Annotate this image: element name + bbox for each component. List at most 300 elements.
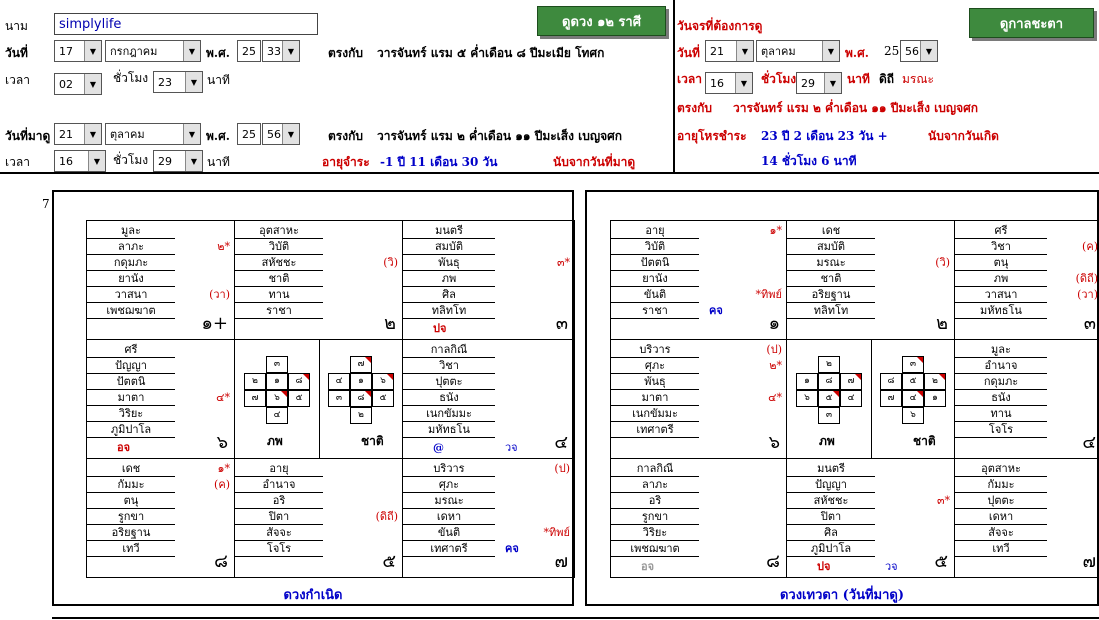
chati-digit-value: ๕ [379,393,387,403]
house-row-label: วิบัติ [235,239,323,255]
chati-digit [350,390,372,407]
marker-icon [281,391,287,397]
planet-tag: ปจ [817,560,831,573]
planet-tag: @ [433,441,444,454]
right-age-note: นับจากวันเกิด [928,129,999,143]
house-number: ๓ [1083,313,1096,334]
view-12-houses-button[interactable]: ดูดวง ๑๒ ราศี [537,6,666,36]
house-number: ๑+ [201,313,228,334]
house-row-label: เทศาตรี [611,422,699,438]
birth-min-select[interactable] [153,71,203,93]
birth-match-label: ตรงกับ [328,46,363,60]
planet-tag: วจ [505,441,518,454]
right-hour-label: ชั่วโมง [761,72,797,86]
house-row-label: ภพ [955,271,1047,287]
bhop-digit [266,390,288,407]
min-label: นาที [207,73,230,87]
marker-icon [917,391,923,397]
house-row-label: กัมมะ [955,477,1047,493]
visit-day-select[interactable] [54,123,102,145]
right-year-a[interactable]: 25 [884,44,900,58]
bhop-digit-value: ๓ [273,359,281,369]
house-row-mark: (วิ) [935,256,950,269]
chati-digit-value: ๘ [357,393,365,403]
marker-icon [917,357,923,363]
bhop-digit-value: ๔ [273,410,281,420]
chati-label: ชาติ [361,434,384,448]
name-input[interactable] [54,13,318,35]
birth-day-value: 17 [59,44,73,58]
bhop-digit [818,373,840,390]
house-row-label: รูกขา [87,509,175,525]
house-row-label: ปุตตะ [955,493,1047,509]
house-row-label: บริวาร [403,461,495,477]
house-row-label: ยานัง [87,271,175,287]
house-row-label: เพชฌฆาต [611,541,699,557]
right-match-label: ตรงกับ [677,101,712,115]
house-row-label: ตนุ [87,493,175,509]
chevron-down-icon: ▼ [736,41,753,61]
house-row-label: บริวาร [611,342,699,358]
house-number: ๔ [1082,432,1096,453]
birth-day-label: วันที่ [5,46,28,60]
house-number: ๖ [216,432,228,453]
birth-center-cell [234,339,403,459]
house-row-label: กดุมภะ [87,255,175,271]
chevron-down-icon: ▼ [920,41,937,61]
bhop-digit-value: ๘ [825,376,833,386]
house-row-label: มรณะ [787,255,875,271]
bhop-digit [288,373,310,390]
chati-label: ชาติ [913,434,936,448]
bhop-digit [288,390,310,407]
visit-day-value: 21 [59,127,73,141]
marker-icon [939,374,945,380]
chevron-down-icon: ▼ [735,73,752,93]
birth-house-5 [234,458,403,578]
birth-year-b-select[interactable] [262,40,300,62]
chati-digit [902,373,924,390]
chati-digit [372,373,394,390]
birth-house-8 [86,458,235,578]
house-row-label: อายุ [611,223,699,239]
dithi-label: ดิถี [879,72,895,86]
visit-time-label: เวลา [5,155,30,169]
house-row-label: ศุภะ [611,358,699,374]
right-day-select[interactable] [705,40,754,62]
house-row-label: อำนาจ [235,477,323,493]
marker-icon [365,391,371,397]
house-row-label: ศรี [955,223,1047,239]
house-row-label: ทลิทโท [787,303,875,319]
house-row-label: ยานัง [611,271,699,287]
bhop-digit [244,373,266,390]
birth-house-2 [234,220,403,340]
vertical-divider [673,0,675,173]
house-row-label: มูละ [955,342,1047,358]
house-row-label: เดช [87,461,175,477]
house-row-mark: ๔* [216,391,230,404]
deva-house-2 [786,220,955,340]
birth-house-4 [402,339,575,459]
house-row-label: เนกขัมมะ [611,406,699,422]
name-label: นาม [5,19,28,33]
house-row-label: วาสนา [955,287,1047,303]
bhop-digit [818,356,840,373]
house-number: ๓ [555,313,568,334]
right-year-b-select[interactable] [900,40,938,62]
house-number: ๒ [384,313,396,334]
right-day-value: 21 [710,44,724,58]
marker-icon [365,357,371,363]
house-row-label: ศิล [403,287,495,303]
house-row-label: ทลิทโท [403,303,495,319]
deva-chart-caption: ดวงเทวดา (วันที่มาดู) [779,588,905,603]
house-row-label: วิชา [403,358,495,374]
house-row-mark: *ทิพย์ [755,288,782,301]
planet-tag: อจ [117,441,131,454]
visit-day-label: วันที่มาดู [5,129,51,143]
house-row-mark: (วา) [1077,288,1098,301]
deva-house-5 [786,458,955,578]
house-row-mark: ๓* [936,494,950,507]
bhop-digit [818,407,840,424]
bhop-digit-value: ๗ [251,393,259,403]
house-number: ๑ [768,313,780,334]
right-min-value: 29 [801,76,815,90]
house-row-label: ศรี [87,342,175,358]
house-row-label: สหัชชะ [787,493,875,509]
chati-digit-value: ๓ [335,393,343,403]
house-row-label: กัมมะ [87,477,175,493]
birth-year-a-value: 25 [242,44,256,58]
house-row-mark: ๑* [769,224,782,237]
house-row-label: มหัทธโน [403,422,495,438]
right-age-line1: 23 ปี 2 เดือน 23 วัน + [761,129,888,143]
right-min-label: นาที [847,72,870,86]
be-label: พ.ศ. [206,129,230,143]
chevron-down-icon: ▼ [84,74,101,94]
right-match-text: วารจันทร์ แรม ๒ ค่ำเดือน ๑๑ ปีมะเส็ง เบญจศก [733,101,978,115]
bhop-digit [818,390,840,407]
house-number: ๗ [554,551,568,572]
house-number: ๒ [936,313,948,334]
chati-digit-value: ๗ [357,359,365,369]
be-label: พ.ศ. [206,46,230,60]
house-row-label: โจโร [235,541,323,557]
house-row-label: วาสนา [87,287,175,303]
bhop-digit [266,373,288,390]
house-row-label: เพชฌฆาต [87,303,175,319]
birth-house-1 [86,220,235,340]
house-row-label: ราชา [235,303,323,319]
right-hour-select[interactable] [705,72,753,94]
house-number: ๖ [768,432,780,453]
planet-tag: คจ [709,304,723,317]
chevron-down-icon: ▼ [183,124,200,144]
deva-house-1 [610,220,787,340]
right-be-label: พ.ศ. [845,46,869,60]
visit-min-value: 29 [158,154,172,168]
house-row-label: อายุ [235,461,323,477]
house-row-label: ภูมิปาโล [787,541,875,557]
deva-house-8 [610,458,787,578]
chevron-down-icon: ▼ [282,124,299,144]
chati-digit [902,407,924,424]
house-row-label: เทศาตรี [403,541,495,557]
house-row-mark: ๑* [217,462,230,475]
right-day-label: วันที่ [677,46,700,60]
house-row-label: วิริยะ [87,406,175,422]
house-row-label: ธนัง [403,390,495,406]
visit-year-b-value: 56 [267,127,281,141]
chevron-down-icon: ▼ [84,41,101,61]
bhop-digit-value: ๑ [274,376,280,386]
marker-icon [855,374,861,380]
house-row-label: ขันติ [611,287,699,303]
house-row-label: วิบัติ [611,239,699,255]
right-month-value: ตุลาคม [761,45,796,58]
chati-digit [902,356,924,373]
visit-month-value: ตุลาคม [110,128,145,141]
house-row-mark: (ป) [554,462,570,475]
chati-digit [328,390,350,407]
house-row-label: สัจจะ [235,525,323,541]
house-row-label: สหัชชะ [235,255,323,271]
house-row-label: ภพ [403,271,495,287]
chati-digit-value: ๒ [932,376,938,386]
chati-digit [350,373,372,390]
house-row-label: ทาน [955,406,1047,422]
visit-hour-select[interactable] [54,150,106,172]
house-row-label: พันธุ [611,374,699,390]
house-row-label: ชาติ [787,271,875,287]
bhop-label: ภพ [267,434,283,448]
chati-digit [880,373,902,390]
chati-digit [880,390,902,407]
birth-house-6 [86,339,235,459]
house-number: ๕ [382,551,396,572]
marker-icon [303,374,309,380]
right-age-line2: 14 ชั่วโมง 6 นาที [761,154,857,168]
right-month-select[interactable] [756,40,840,62]
chati-digit [902,390,924,407]
house-row-label: เดช [787,223,875,239]
visit-match-label: ตรงกับ [328,129,363,143]
house-number: ๗ [1082,551,1096,572]
house-row-label: มูละ [87,223,175,239]
house-row-label: มหัทธโน [955,303,1047,319]
house-row-label: ปัญญา [87,358,175,374]
chati-digit [372,390,394,407]
right-time-label: เวลา [677,72,702,86]
house-row-mark: (ค) [1082,240,1098,253]
house-row-label: อริยฐาน [87,525,175,541]
house-row-mark: ๔* [768,391,782,404]
chati-digit [350,356,372,373]
visit-hour-value: 16 [59,154,73,168]
house-row-label: วิริยะ [611,525,699,541]
deva-house-4 [954,339,1099,459]
right-min-select[interactable] [796,72,842,94]
house-row-label: เดหา [403,509,495,525]
house-row-mark: (วิ) [383,256,398,269]
chati-digit-value: ๑ [932,393,938,403]
birth-day-select[interactable] [54,40,102,62]
bhop-digit-value: ๒ [826,359,832,369]
hour-label: ชั่วโมง [113,71,149,85]
deva-house-7 [954,458,1099,578]
house-row-mark: ๒* [217,240,230,253]
house-row-label: ปัตตนิ [611,255,699,271]
birth-chart-caption: ดวงกำเนิด [283,588,343,603]
bhop-digit-value: ๔ [847,393,855,403]
house-row-label: อำนาจ [955,358,1047,374]
house-row-mark: (วา) [209,288,230,301]
bhop-digit-value: ๕ [825,393,833,403]
house-number: ๘ [214,551,228,572]
chati-digit-value: ๓ [909,359,917,369]
house-row-mark: *ทิพย์ [543,526,570,539]
chati-digit-value: ๖ [910,410,916,420]
house-row-label: กาลกิณี [611,461,699,477]
house-row-label: ปัญญา [787,477,875,493]
house-row-label: อริยฐาน [787,287,875,303]
planet-tag: วจ [885,560,898,573]
house-row-label: ชาติ [235,271,323,287]
chevron-down-icon: ▼ [185,151,202,171]
bhop-digit-value: ๒ [252,376,258,386]
house-row-label: ปุตตะ [403,374,495,390]
planet-tag: ปจ [433,322,447,335]
house-row-label: โจโร [955,422,1047,438]
chati-digit-value: ๗ [887,393,895,403]
house-row-label: ทาน [235,287,323,303]
chati-digit-value: ๒ [358,410,364,420]
house-row-mark: ๒* [769,359,782,372]
house-row-label: ขันติ [403,525,495,541]
house-row-label: ธนัง [955,390,1047,406]
house-row-label: เนกขัมมะ [403,406,495,422]
house-row-label: ตนุ [955,255,1047,271]
planet-tag: อจ [641,560,655,573]
house-row-label: เทวี [955,541,1047,557]
house-row-label: อริ [235,493,323,509]
birth-year-b-value: 33 [267,44,281,58]
house-row-label: มาตา [611,390,699,406]
deva-center-cell [786,339,955,459]
visit-year-b-select[interactable] [262,123,300,145]
min-label: นาที [207,155,230,169]
chati-digit [350,407,372,424]
house-row-label: กาลกิณี [403,342,495,358]
bhop-digit-value: ๘ [295,376,303,386]
visit-min-select[interactable] [153,150,203,172]
center-divider [871,340,872,458]
chevron-down-icon: ▼ [88,151,105,171]
birth-house-7 [402,458,575,578]
chevron-down-icon: ▼ [84,124,101,144]
right-title: วันจรที่ต้องการดู [677,19,763,33]
house-row-label: พันธุ [403,255,495,271]
bhop-digit-value: ๓ [825,410,833,420]
house-row-label: อุตสาหะ [235,223,323,239]
right-year-b-value: 56 [905,44,919,58]
birth-time-label: เวลา [5,73,30,87]
chati-digit-value: ๔ [909,393,917,403]
bhop-digit [244,390,266,407]
visit-year-a-field[interactable] [237,123,261,145]
bhop-digit [266,356,288,373]
house-row-label: ราชา [611,303,699,319]
top-divider [0,172,1099,174]
side-number: 7 [42,197,50,211]
chevron-down-icon: ▼ [822,41,839,61]
house-number: ๔ [554,432,568,453]
house-row-label: ศุภะ [403,477,495,493]
chati-digit-value: ๘ [887,376,895,386]
house-row-label: สมบัติ [403,239,495,255]
house-row-mark: (ดิถี) [375,510,398,523]
dithi-value: มรณะ [902,72,934,86]
planet-tag: คจ [505,542,519,555]
chati-digit-value: ๔ [335,376,343,386]
right-hour-value: 16 [710,76,724,90]
house-row-label: มรณะ [403,493,495,509]
bhop-digit [840,373,862,390]
house-row-label: รูกขา [611,509,699,525]
center-divider [319,340,320,458]
house-row-label: ลาภะ [611,477,699,493]
bhop-digit [266,407,288,424]
bottom-divider [52,617,1099,619]
visit-year-a-value: 25 [242,127,256,141]
birth-house-3 [402,220,575,340]
house-row-mark: (ค) [214,478,230,491]
bhop-digit-value: ๖ [274,393,280,403]
chevron-down-icon: ▼ [282,41,299,61]
visit-month-select[interactable] [105,123,201,145]
house-row-label: เทวี [87,541,175,557]
birth-month-value: กรกฎาคม [110,45,158,58]
house-row-label: ภูมิปาโล [87,422,175,438]
bhop-digit-value: ๕ [295,393,303,403]
house-row-label: มนตรี [403,223,495,239]
house-row-mark: ๓* [556,256,570,269]
chati-digit-value: ๕ [909,376,917,386]
view-fortune-button[interactable]: ดูกาลชะตา [969,8,1094,38]
birth-month-select[interactable] [105,40,201,62]
birth-year-a-field[interactable] [237,40,261,62]
chati-digit [328,373,350,390]
birth-hour-select[interactable] [54,73,102,95]
bhop-digit-value: ๗ [847,376,855,386]
chati-digit-value: ๖ [380,376,386,386]
bhop-label: ภพ [819,434,835,448]
age-value: -1 ปี 11 เดือน 30 วัน [380,155,498,169]
deva-house-6 [610,339,787,459]
bhop-digit [796,390,818,407]
chati-digit-value: ๑ [358,376,364,386]
house-number: ๕ [934,551,948,572]
hour-label: ชั่วโมง [113,153,149,167]
house-row-label: เดหา [955,509,1047,525]
house-row-label: ศิล [787,525,875,541]
bhop-digit-value: ๑ [804,376,810,386]
chevron-down-icon: ▼ [185,72,202,92]
chevron-down-icon: ▼ [183,41,200,61]
house-row-label: มาตา [87,390,175,406]
